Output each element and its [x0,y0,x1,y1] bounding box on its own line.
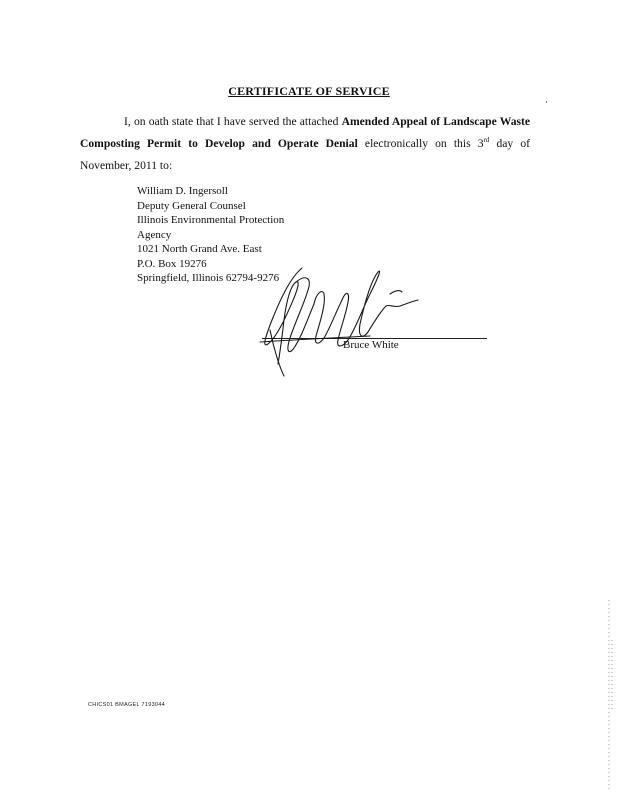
recipient-street: 1021 North Grand Ave. East [137,243,262,255]
footer-document-code: CHICS01 BMAGEL 7193044 [88,702,166,708]
recipient-name: William D. Ingersoll [137,185,228,197]
recipient-po-box: P.O. Box 19276 [137,257,207,270]
recipient-city-state-zip: Springfield, Illinois 62794-9276 [137,272,280,284]
ordinal-suffix: rd [483,136,490,145]
served-document-title: Amended Appeal of Landscape Waste Composting Permit to Develop and Operate Denial [80,115,531,150]
scan-mark [546,101,547,103]
recipient-position: Deputy General Counsel [137,199,246,212]
statement-part1: I, on oath state that I have served the attached [124,115,342,128]
service-statement [80,111,530,177]
statement-part2: electronically on this 3 [357,137,484,150]
handwritten-signature [250,260,500,380]
signer-name: Bruce White [343,339,399,351]
recipient-organization-line1: Illinois Environmental Protection [137,214,285,226]
document-title: CERTIFICATE OF SERVICE [228,84,390,98]
statement-part3: day of November, 2011 to: [80,137,530,172]
recipient-organization-line2: Agency [137,228,172,241]
scan-edge-marks [606,600,614,790]
